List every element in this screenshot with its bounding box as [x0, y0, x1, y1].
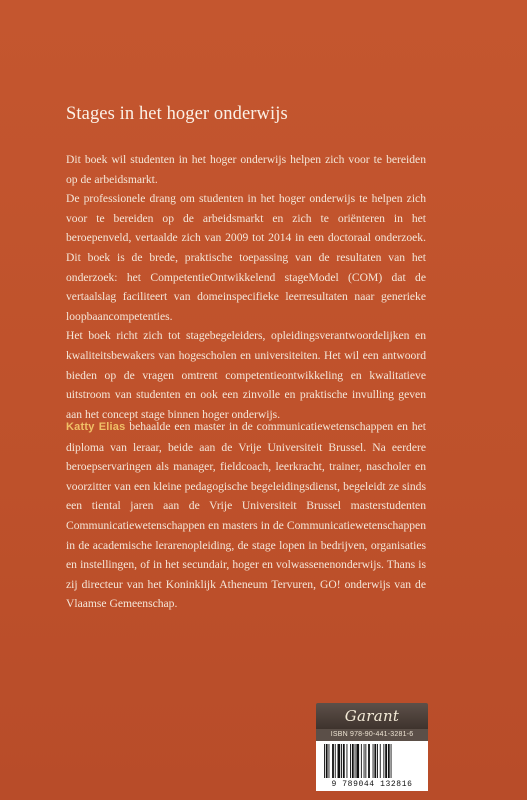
- barcode-bar: [368, 744, 370, 778]
- book-title: Stages in het hoger onderwijs: [66, 104, 288, 124]
- barcode-bar: [332, 744, 334, 778]
- barcode-bars: [322, 744, 422, 778]
- barcode-digits: 9 789044 132816: [331, 780, 413, 789]
- author-bio: [66, 417, 426, 614]
- blurb-paragraph: De professionele drang om studenten in het hoger onderwijs te helpen zich voor te bereiden op de arbeidsmarkt en zich te oriënteren in het beroepenveld, vertaalde zich van 2009 tot 2014 in een doctoraal onderzoek. Dit boek is de brede, praktische toepassing van de resultaten van het onderzoek: het CompetentieOntwikkelend stageModel (COM) dat de vertaalslag faciliteert van domeinspecifieke leerresultaten naar generieke loopbaancompetenties.: [66, 192, 426, 323]
- barcode: [316, 741, 428, 791]
- barcode-bar: [361, 744, 362, 778]
- barcode-bar: [355, 744, 356, 778]
- barcode-bar: [352, 744, 354, 778]
- publisher-block: [316, 703, 428, 791]
- barcode-bar: [347, 744, 348, 778]
- barcode-bar: [365, 744, 366, 778]
- barcode-bar: [364, 744, 365, 778]
- barcode-bar: [388, 744, 390, 778]
- barcode-bar: [350, 744, 351, 778]
- publisher-logo: Garant: [316, 703, 428, 729]
- barcode-bar: [338, 744, 341, 778]
- author-bio-paragraph: [66, 417, 426, 614]
- isbn-label: ISBN 978-90-441-3281-6: [316, 729, 428, 741]
- barcode-bar: [329, 744, 330, 778]
- barcode-bar: [326, 744, 328, 778]
- barcode-bar: [341, 744, 342, 778]
- author-bio-text: behaalde een master in de communicatiewetenschappen en het diploma van leraar, beide aan de Vrije Universiteit Brussel. Na eerdere beroepservaringen als manager, fieldcoach, leerkracht, trainer, nascholer en voorzitter van een kleine pedagogische begeleidingsdienst, begeleidt ze sinds een tiental jaren aan de Vrije Universiteit Brussel masterstudenten Communicatiewetenschappen en masters in de Communicatiewetenschappen in de academische lerarenopleiding, de stage lopen in bedrijven, organisaties en instellingen, of in het secundair, hoger en volwassenenonderwijs. Thans is zij directeur van het Koninklijk Atheneum Tervuren, GO! onderwijs van de Vlaamse Gemeenschap.: [66, 420, 426, 611]
- barcode-bar: [356, 744, 359, 778]
- author-name: Katty Elias: [66, 421, 126, 433]
- barcode-bar: [391, 744, 392, 778]
- barcode-bar: [380, 744, 381, 778]
- barcode-bar: [385, 744, 387, 778]
- book-blurb: [66, 150, 426, 424]
- blurb-paragraph: Dit boek wil studenten in het hoger onderwijs helpen zich voor te bereiden op de arbeidsmarkt.: [66, 153, 426, 186]
- barcode-bar: [383, 744, 384, 778]
- barcode-bar: [335, 744, 336, 778]
- barcode-bar: [377, 744, 378, 778]
- barcode-bar: [374, 744, 376, 778]
- barcode-bar: [324, 744, 325, 778]
- barcode-bar: [373, 744, 374, 778]
- barcode-bar: [343, 744, 345, 778]
- blurb-paragraph: Het boek richt zich tot stagebegeleiders, opleidingsverantwoordelijken en kwaliteitsbewakers van hogescholen en universiteiten. Het wil een antwoord bieden op de vragen omtrent competentieontwikkeling en kwalitatieve uitstroom van studenten en ook een zinvolle en praktische invulling geven aan het concept stage binnen hoger onderwijs.: [66, 329, 426, 421]
